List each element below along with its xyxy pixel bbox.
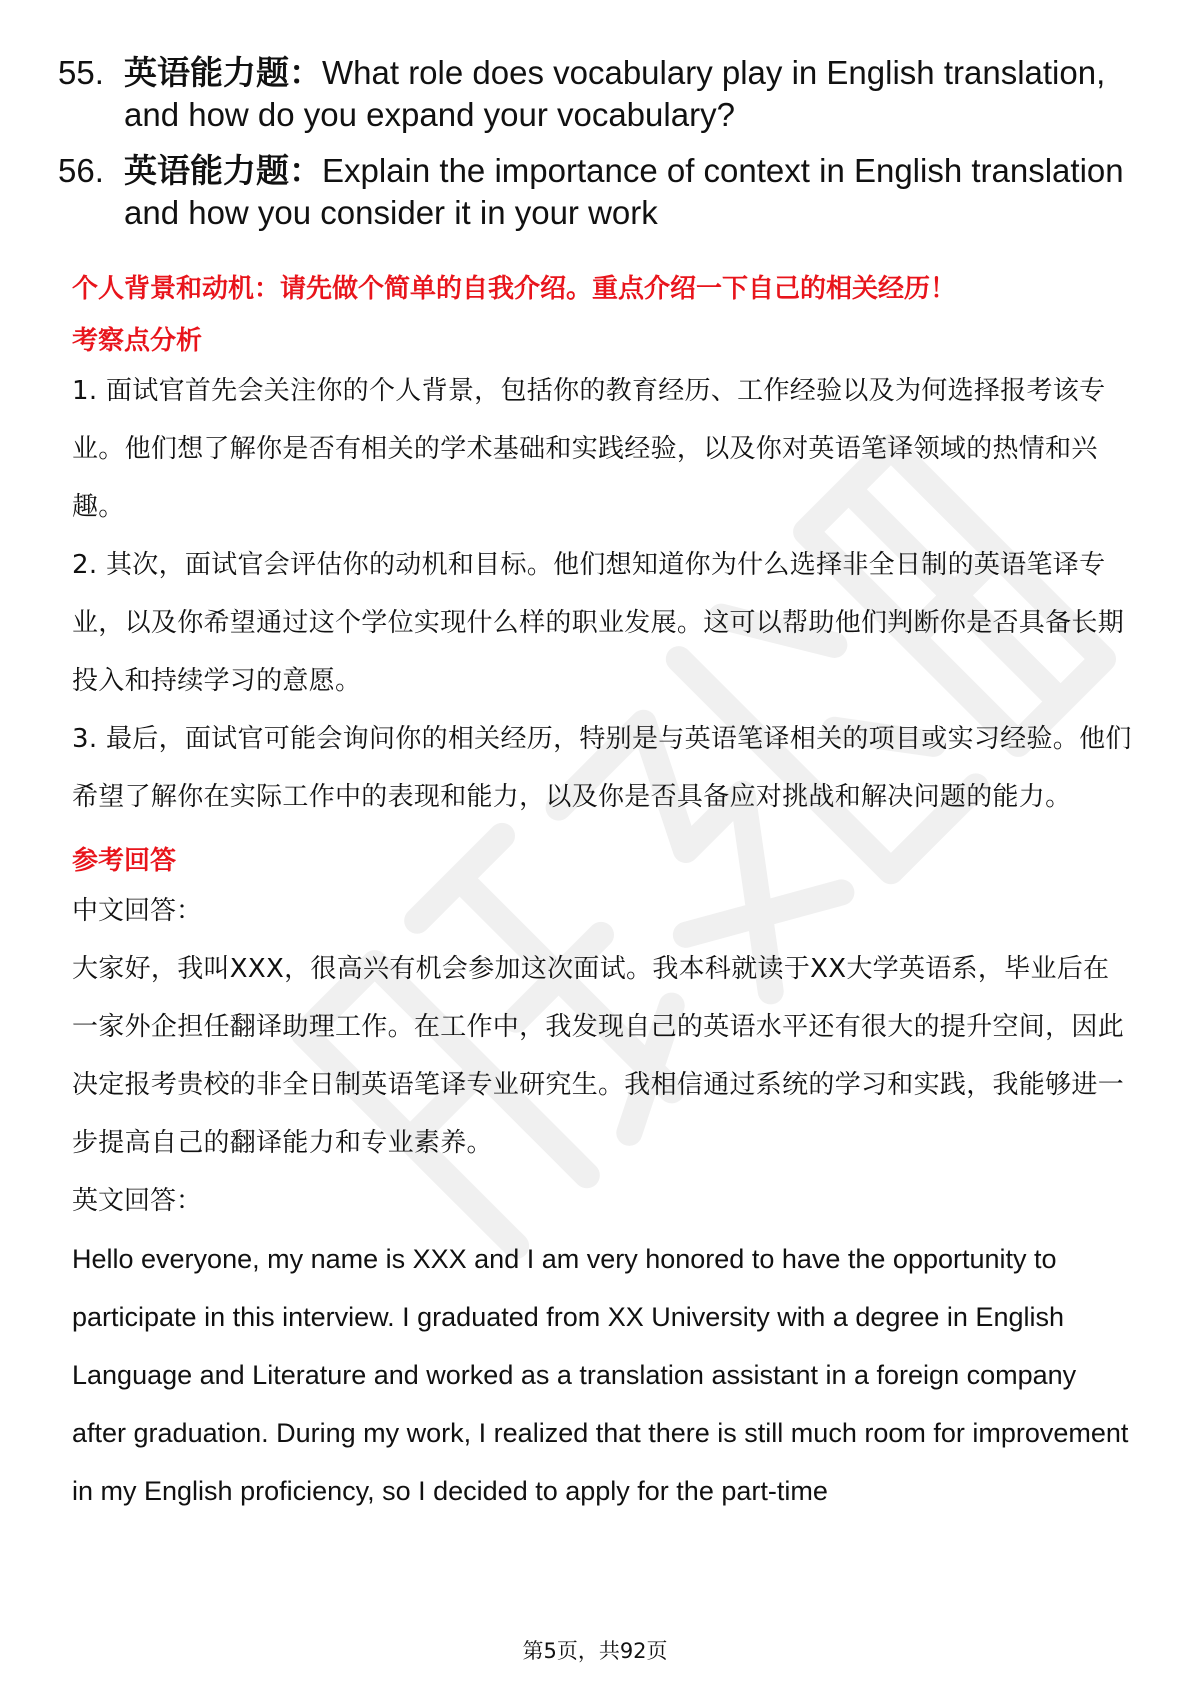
question-body: [124, 150, 1138, 234]
answer-title: 参考回答: [72, 846, 177, 876]
question-tag: 英语能力题：: [124, 151, 322, 190]
analysis-point: 3. 最后，面试官可能会询问你的相关经历，特别是与英语笔译相关的项目或实习经验。他们希望了解你在实际工作中的表现和能力，以及你是否具备应对挑战和解决问题的能力。: [72, 724, 1132, 812]
question-tag: 英语能力题：: [124, 53, 322, 92]
chinese-answer-label: 中文回答：: [72, 896, 203, 926]
page-number: 第5页，共92页: [522, 1639, 668, 1663]
question-heading: 个人背景和动机：请先做个简单的自我介绍。重点介绍一下自己的相关经历！: [72, 274, 957, 304]
question-list: [58, 52, 1138, 248]
question-item: [58, 150, 1138, 234]
question-text: Explain the importance of context in English translation and how you consider it in your work: [124, 152, 1124, 231]
question-number: 55.: [58, 54, 104, 91]
chinese-answer: 大家好，我叫XXX，很高兴有机会参加这次面试。我本科就读于XX大学英语系，毕业后在一家外企担任翻译助理工作。在工作中，我发现自己的英语水平还有很大的提升空间，因此决定报考贵校的非全日制英语笔译专业研究生。我相信通过系统的学习和实践，我能够进一步提高自己的翻译能力和专业素养。: [72, 954, 1125, 1158]
question-number: 56.: [58, 152, 104, 189]
main-content: [72, 270, 1132, 1520]
question-text: What role does vocabulary play in English translation, and how do you expand your vocabulary?: [124, 54, 1106, 133]
english-answer: Hello everyone, my name is XXX and I am very honored to have the opportunity to participate in this interview. I graduated from XX University with a degree in English Language and Literature and worked as a translation assistant in a foreign company after graduation. During my work, I realized that there is still much room for improvement in my English proficiency, so I decided to apply for the part-time: [72, 1244, 1129, 1506]
english-answer-label: 英文回答：: [72, 1186, 203, 1216]
question-body: [124, 52, 1138, 136]
analysis-point: 1. 面试官首先会关注你的个人背景，包括你的教育经历、工作经验以及为何选择报考该专业。他们想了解你是否有相关的学术基础和实践经验，以及你对英语笔译领域的热情和兴趣。: [72, 376, 1106, 522]
analysis-title: 考察点分析: [72, 326, 203, 356]
analysis-point: 2. 其次，面试官会评估你的动机和目标。他们想知道你为什么选择非全日制的英语笔译专业，以及你希望通过这个学位实现什么样的职业发展。这可以帮助他们判断你是否具备长期投入和持续学习的意愿。: [72, 550, 1125, 696]
question-item: [58, 52, 1138, 136]
